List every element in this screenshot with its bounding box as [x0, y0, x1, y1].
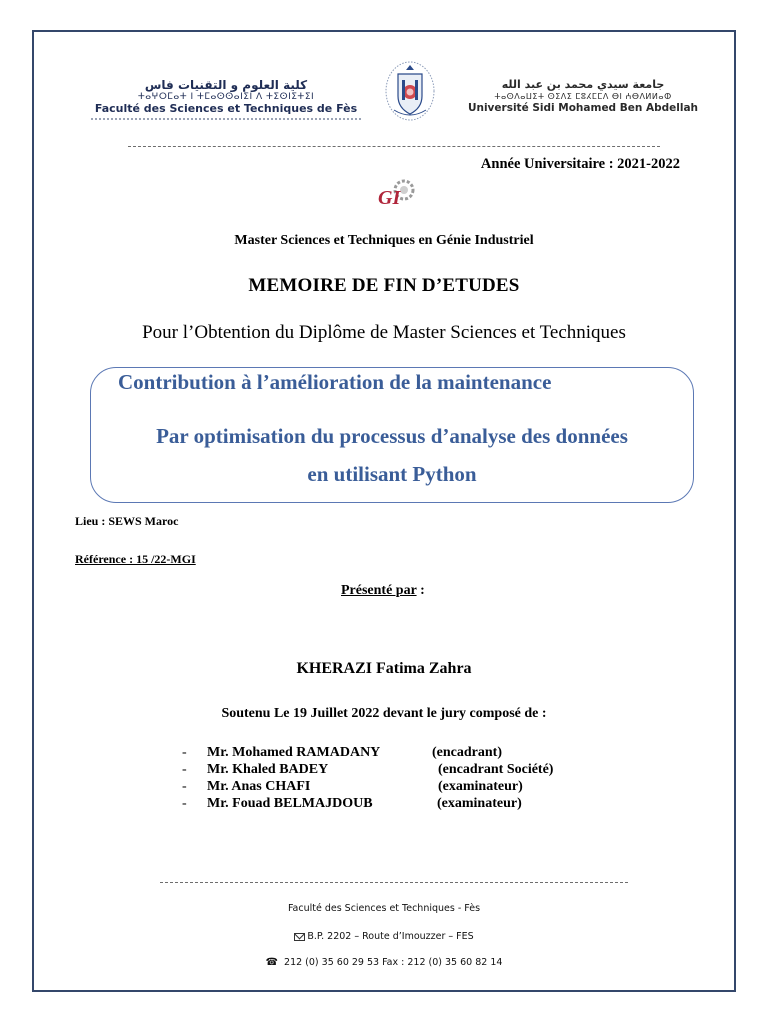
master-program: Master Sciences et Techniques en Génie Industriel — [234, 233, 534, 248]
presented-by-text: Présenté par — [341, 583, 417, 598]
internship-location: Lieu : SEWS Maroc — [75, 514, 179, 528]
jury-bullet: - — [182, 762, 187, 777]
faculty-name-arabic: كلية العلوم و التقنيات فاس — [144, 78, 308, 92]
thesis-title-line-2: Par optimisation du processus d’analyse des données — [156, 424, 628, 448]
university-name-tifinagh: ⵜⴰⵙⴷⴰⵡⵉⵜ ⵙⵉⴷⵉ ⵎⵓⵃⵎⵎⴷ ⴱⵏ ⵄⴱⴷⵍⵍⴰⵀ — [494, 92, 672, 101]
jury-member-role: (examinateur) — [438, 779, 523, 794]
jury-member-role: (encadrant Société) — [438, 762, 554, 777]
university-emblem — [384, 60, 436, 122]
thesis-title-line-3: en utilisant Python — [307, 462, 477, 486]
diploma-line: Pour l’Obtention du Diplôme de Master Sciences et Techniques — [142, 322, 626, 343]
footer-address — [32, 931, 736, 942]
jury-bullet: - — [182, 779, 187, 794]
gi-logo-text: GI — [378, 187, 401, 209]
thesis-title-box — [90, 367, 694, 503]
jury-bullet: - — [182, 796, 187, 811]
header-separator — [128, 146, 660, 147]
jury-member-name: Mr. Khaled BADEY — [207, 762, 329, 777]
document-reference: Référence : 15 /22-MGI — [75, 552, 196, 566]
faculty-name-tifinagh: ⵜⴰⵖⵔⵎⴰⵜ ⵏ ⵜⵎⴰⵙⵙⴰⵏⵉⵏ ⴷ ⵜⵉⵙⵏⵉⵜⵉⵏ — [137, 92, 315, 102]
jury-member-name: Mr. Anas CHAFI — [207, 779, 311, 794]
jury-bullet: - — [182, 745, 187, 760]
gi-logo — [374, 178, 420, 210]
faculty-logo-divider — [91, 118, 361, 120]
document-type: MEMOIRE DE FIN D’ETUDES — [248, 275, 520, 296]
defense-statement: Soutenu Le 19 Juillet 2022 devant le jury composé de : — [221, 706, 547, 721]
footer-contact-text: 212 (0) 35 60 29 53 Fax : 212 (0) 35 60 82 14 — [284, 957, 503, 968]
academic-year: Année Universitaire : 2021-2022 — [480, 156, 680, 172]
envelope-icon — [294, 933, 305, 941]
footer-contact — [32, 957, 736, 968]
phone-icon: ☎ — [265, 957, 279, 968]
university-name-arabic: جامعة سيدي محمد بن عبد الله — [501, 78, 665, 91]
jury-member-name: Mr. Fouad BELMAJDOUB — [207, 796, 373, 811]
presented-by-colon: : — [416, 583, 425, 598]
thesis-title-line-1: Contribution à l’amélioration de la maintenance — [118, 370, 552, 394]
jury-member-role: (examinateur) — [437, 796, 522, 811]
student-name: KHERAZI Fatima Zahra — [296, 660, 472, 677]
footer-faculty: Faculté des Sciences et Techniques - Fès — [287, 903, 481, 914]
university-logo — [466, 78, 700, 115]
footer-separator — [160, 882, 628, 883]
presented-by-label — [341, 583, 425, 599]
faculty-name-french: Faculté des Sciences et Techniques de Fès — [94, 102, 358, 115]
faculty-logo — [86, 78, 366, 120]
jury-member-name: Mr. Mohamed RAMADANY — [207, 745, 381, 760]
page-border — [32, 30, 736, 992]
jury-member-role: (encadrant) — [432, 745, 502, 760]
university-name-french: Université Sidi Mohamed Ben Abdellah — [467, 102, 699, 114]
footer-address-text: B.P. 2202 – Route d’Imouzzer – FES — [307, 931, 474, 942]
